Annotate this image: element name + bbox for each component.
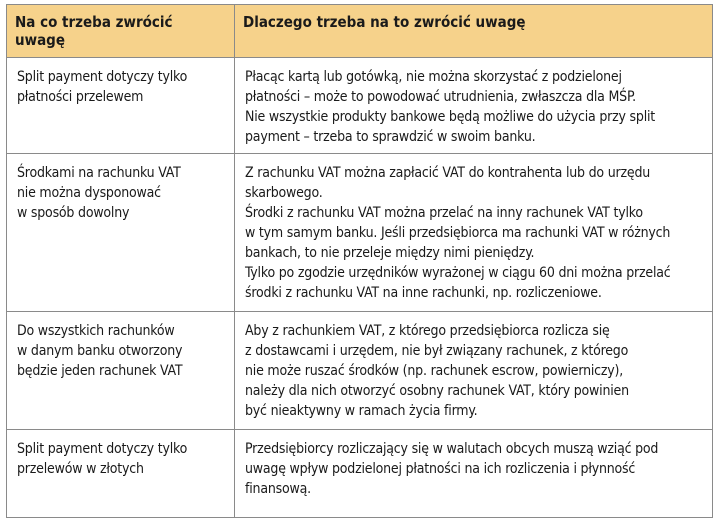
reason-line: uwagę wpływ podzielonej płatności na ich rozliczenia i płynność — [245, 461, 636, 477]
reason-line: należy dla nich otworzyć osobny rachunek VAT, który powinien — [245, 383, 629, 399]
table-row — [7, 58, 713, 154]
table-row — [7, 154, 713, 312]
issue-cell — [7, 430, 235, 518]
issue-line: nie można dysponować — [17, 185, 161, 201]
reason-line: finansową. — [245, 481, 311, 497]
issue-cell — [7, 312, 235, 430]
reason-line: nie może ruszać środków (np. rachunek escrow, powierniczy), — [245, 363, 624, 379]
reason-line: płatności – może to powodować utrudnienia, zwłaszcza dla MŚP. — [245, 89, 636, 105]
reason-line: środki z rachunku VAT na inne rachunki, np. rozliczeniowe. — [245, 285, 602, 301]
reason-line: bankach, to nie przeleje między nimi pieniędzy. — [245, 245, 535, 261]
issue-line: Split payment dotyczy tylko — [17, 441, 188, 457]
reason-line: Aby z rachunkiem VAT, z którego przedsiębiorca rozlicza się — [245, 323, 610, 339]
reason-line: payment – trzeba to sprawdzić w swoim banku. — [245, 129, 536, 145]
table-header-row — [7, 5, 713, 58]
reason-line: Z rachunku VAT można zapłacić VAT do kontrahenta lub do urzędu — [245, 165, 651, 181]
reason-line: Płacąc kartą lub gotówką, nie można skorzystać z podzielonej — [245, 69, 622, 85]
split-payment-table-container — [6, 4, 712, 503]
issue-cell — [7, 154, 235, 312]
reason-line: z dostawcami i urzędem, nie był związany rachunek, z którego — [245, 343, 629, 359]
reason-cell — [235, 154, 713, 312]
reason-line: Środki z rachunku VAT można przelać na inny rachunek VAT tylko — [245, 205, 643, 221]
reason-cell — [235, 312, 713, 430]
issue-line: płatności przelewem — [17, 89, 144, 105]
header-issue: Na co trzeba zwrócić uwagę — [7, 5, 235, 58]
issue-line: będzie jeden rachunek VAT — [17, 363, 183, 379]
issue-line: Do wszystkich rachunków — [17, 323, 175, 339]
reason-cell — [235, 58, 713, 154]
issue-line: w danym banku otworzony — [17, 343, 183, 359]
issue-line: w sposób dowolny — [17, 205, 130, 221]
table-row — [7, 312, 713, 430]
reason-line: Nie wszystkie produkty bankowe będą możliwe do użycia przy split — [245, 109, 656, 125]
reason-line: Przedsiębiorcy rozliczający się w walutach obcych muszą wziąć pod — [245, 441, 659, 457]
issue-line: Środkami na rachunku VAT — [17, 165, 181, 181]
split-payment-table — [6, 4, 713, 518]
issue-line: Split payment dotyczy tylko — [17, 69, 188, 85]
reason-line: Tylko po zgodzie urzędników wyrażonej w ciągu 60 dni można przelać — [245, 265, 671, 281]
issue-line: przelewów w złotych — [17, 461, 144, 477]
issue-cell — [7, 58, 235, 154]
reason-line: skarbowego. — [245, 185, 323, 201]
reason-line: w tym samym banku. Jeśli przedsiębiorca ma rachunki VAT w różnych — [245, 225, 671, 241]
reason-line: być nieaktywny w ramach życia firmy. — [245, 403, 478, 419]
header-reason: Dlaczego trzeba na to zwrócić uwagę — [235, 5, 713, 58]
reason-cell — [235, 430, 713, 518]
table-row — [7, 430, 713, 518]
